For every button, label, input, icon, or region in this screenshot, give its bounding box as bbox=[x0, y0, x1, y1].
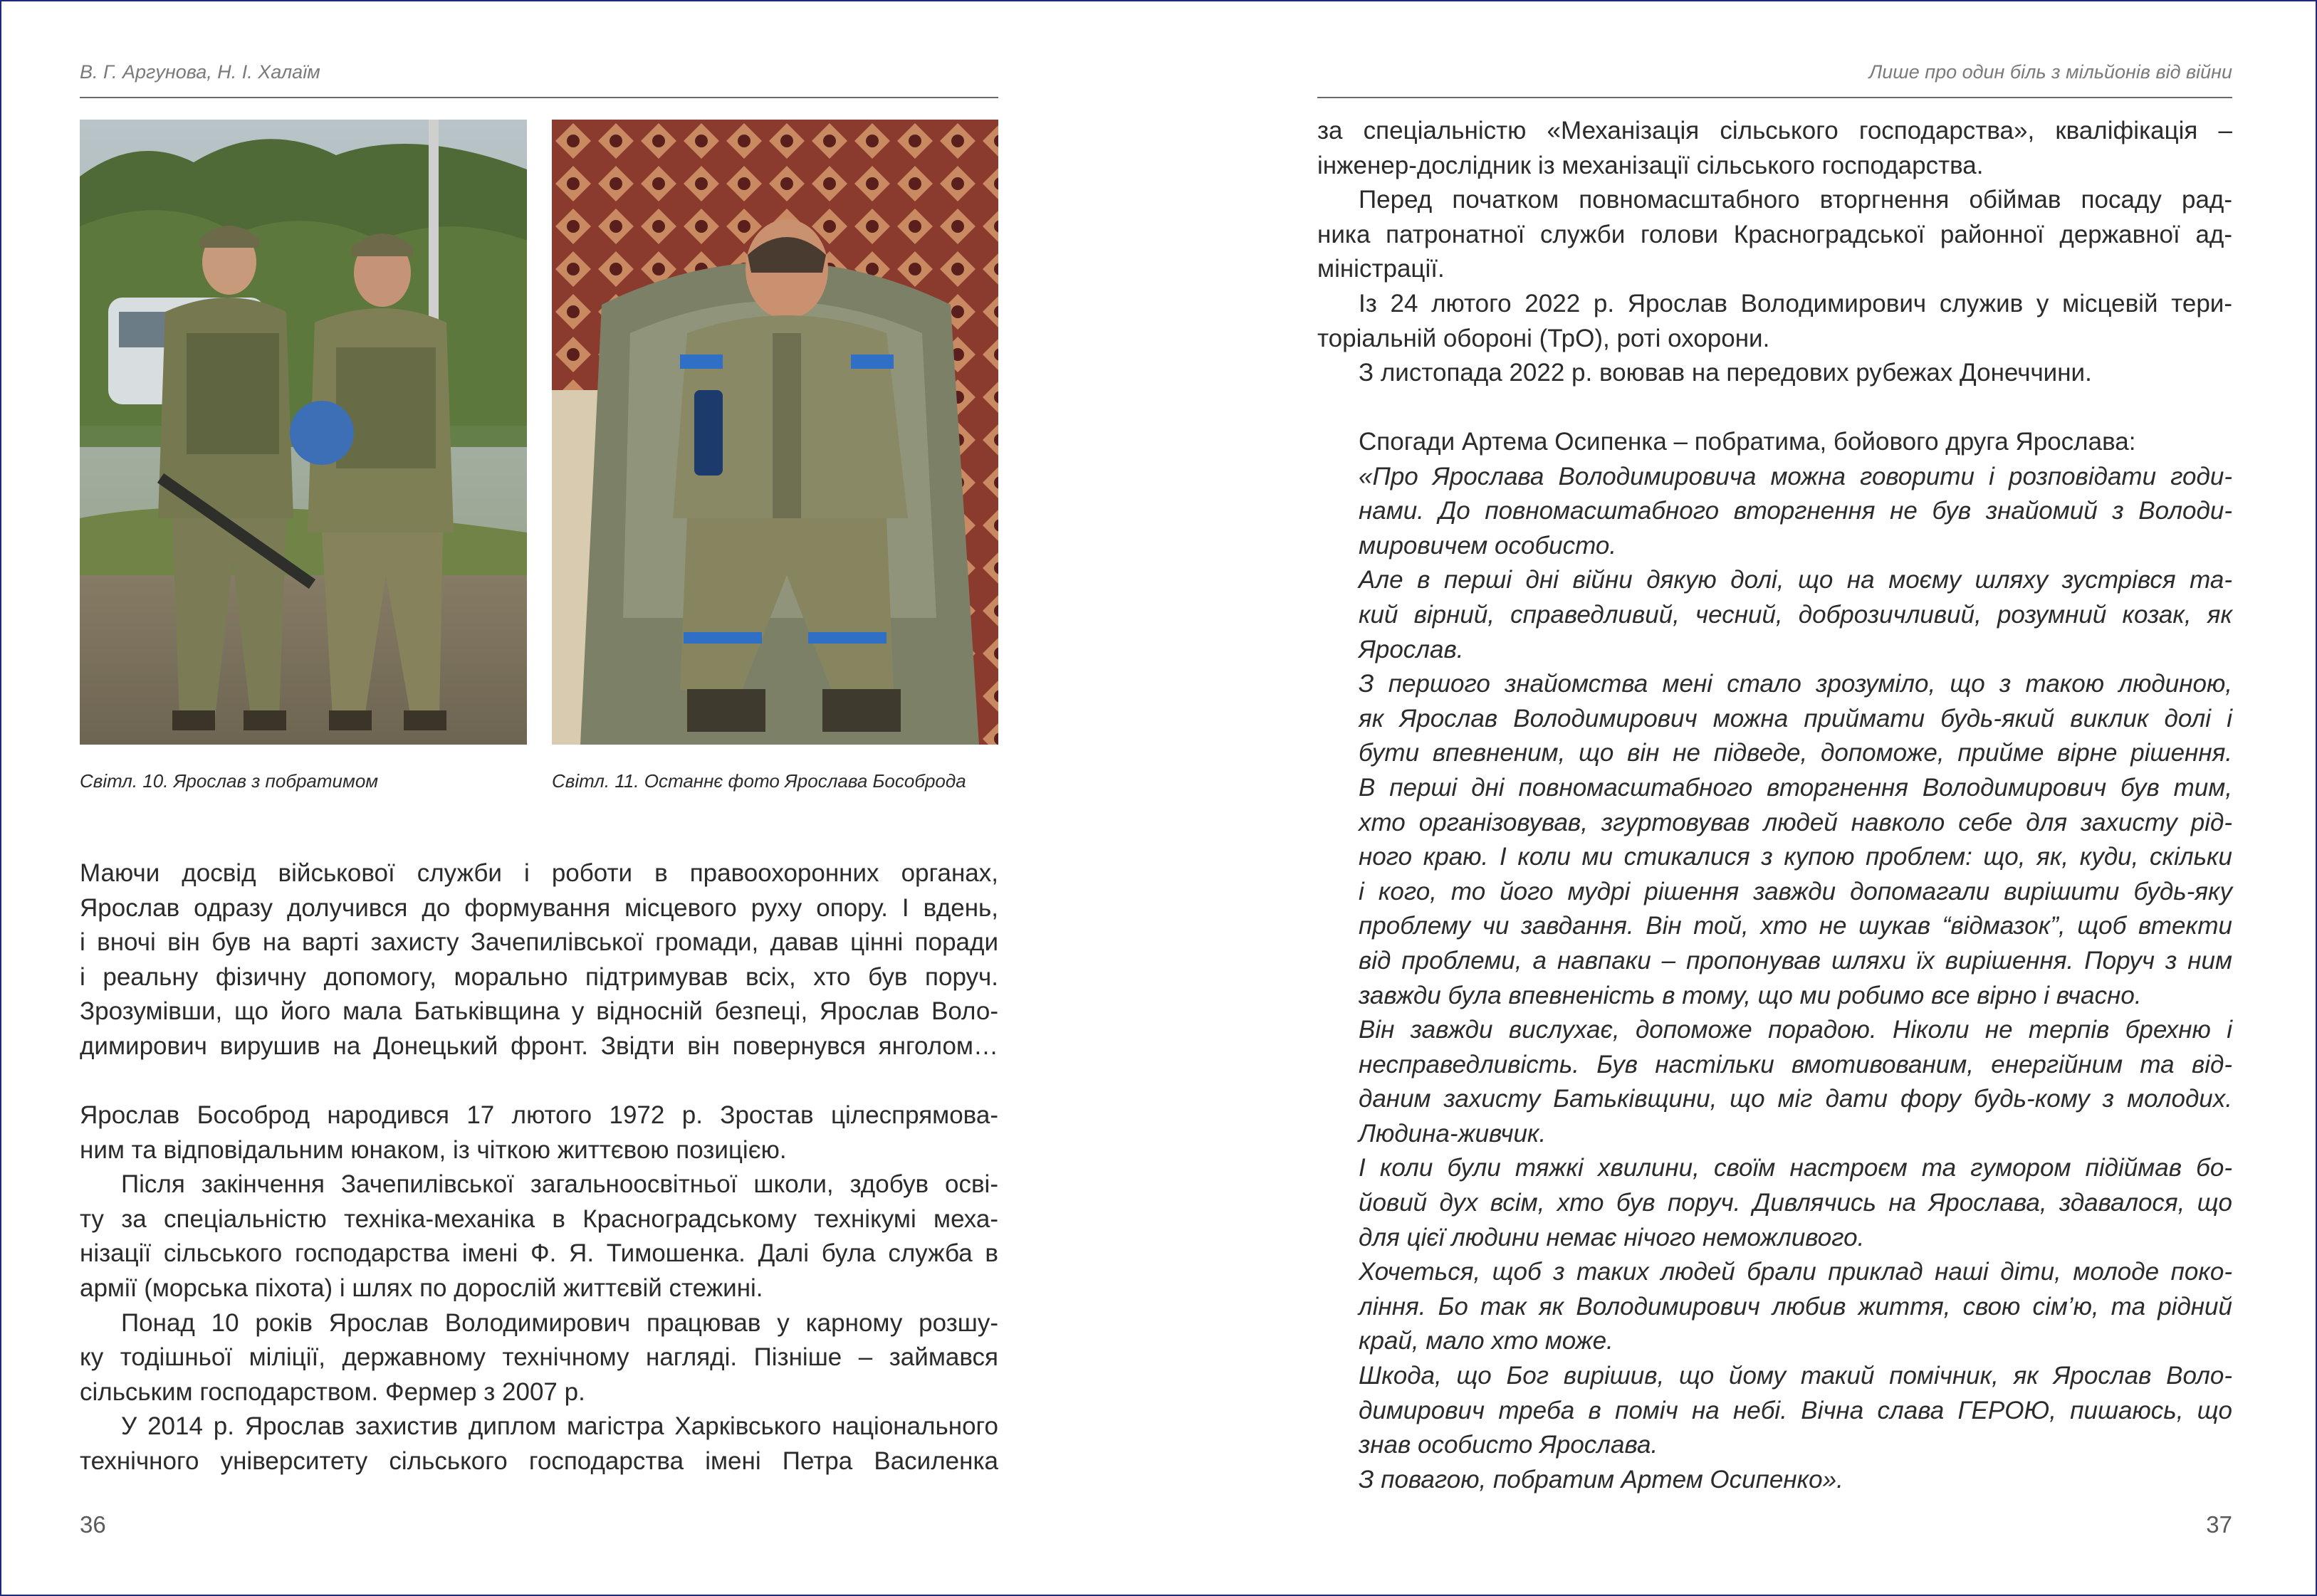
memoir-line: Хочеться, щоб з таких людей брали приклад наші діти, молоде поко- bbox=[1359, 1258, 2232, 1286]
text-line: ним та відповідальним юнаком, із чіткою життєвою позицією. bbox=[80, 1135, 787, 1164]
text-line: торіальній обороні (ТрО), роті охорони. bbox=[1317, 324, 1770, 352]
text-line: Із 24 лютого 2022 р. Ярослав Володимирович служив у місцевій тери- bbox=[1359, 289, 2232, 317]
text-line: і вночі він був на варті захисту Зачепилівської громади, давав цінні поради bbox=[80, 928, 998, 957]
running-head-right: Лише про один біль з мільйонів від війни bbox=[1868, 61, 2232, 83]
memoir-line: хто організовував, згуртовував людей навколо себе для захисту рід- bbox=[1359, 808, 2232, 836]
caption-photo-10: Світл. 10. Ярослав з побратимом bbox=[80, 770, 379, 792]
text-line: технічного університету сільського господарства імені Петра Василенка bbox=[80, 1447, 998, 1475]
text-line: ту за спеціальністю техніка-механіка в Красноградському технікумі меха- bbox=[80, 1204, 998, 1233]
header-rule-right bbox=[1317, 97, 2232, 98]
text-line: Понад 10 років Ярослав Володимирович працював у карному розшу- bbox=[121, 1308, 998, 1337]
text-line: нізації сільського господарства імені Ф. Я. Тимошенка. Далі була служба в bbox=[80, 1239, 998, 1268]
text-line: У 2014 р. Ярослав захистив диплом магістра Харківського національного bbox=[121, 1412, 998, 1441]
memoir-line: нами. До повномасштабного вторгнення не був знайомий з Володи- bbox=[1359, 497, 2232, 525]
caption-photo-11: Світл. 11. Останнє фото Ярослава Бособрода bbox=[552, 770, 966, 792]
intro-paragraph bbox=[80, 856, 998, 1064]
photo-soldiers-pair bbox=[80, 120, 527, 745]
header-rule-left bbox=[80, 97, 998, 98]
text-line: Ярослав Бособрод народився 17 лютого 1972 р. Зростав цілеспрямова- bbox=[80, 1101, 998, 1129]
biography-paragraphs bbox=[80, 1098, 998, 1479]
memoir-line: край, мало хто може. bbox=[1359, 1327, 1613, 1355]
memoir-line: В перші дні повномасштабного вторгнення Володимирович був тим, bbox=[1359, 773, 2232, 802]
text-line: Маючи досвід військової служби і роботи в правоохоронних органах, bbox=[80, 859, 998, 887]
memoir-line: кий вірний, справедливий, чесний, доброзичливий, розумний козак, як bbox=[1359, 600, 2232, 629]
text-line: сільським господарством. Фермер з 2007 р. bbox=[80, 1377, 585, 1406]
memoir-line: і кого, то його мудрі рішення завжди допомагали вирішити будь-яку bbox=[1359, 877, 2232, 905]
biography-continued bbox=[1317, 114, 2232, 391]
memoir-line: І коли були тяжкі хвилини, своїм настроєм та гумором підіймав бо- bbox=[1359, 1154, 2232, 1182]
memoir-line: від проблеми, а навпаки – пропонував шляхи їх вирішення. Поруч з ним bbox=[1359, 946, 2232, 975]
text-line: армії (морська піхота) і шлях по дорослій життєвій стежині. bbox=[80, 1274, 763, 1302]
photo-soldiers-pair-image bbox=[80, 120, 527, 745]
text-line: Ярослав одразу долучився до формування місцевого руху опору. І вдень, bbox=[80, 893, 998, 922]
text-line: Зрозумівши, що його мала Батьківщина у відносній безпеці, Ярослав Воло- bbox=[80, 997, 998, 1026]
text-line: Перед початком повномасштабного вторгнення обіймав посаду рад- bbox=[1359, 186, 2232, 214]
text-line: ника патронатної служби голови Красноградської районної державної ад- bbox=[1317, 220, 2232, 248]
right-page bbox=[1317, 0, 2232, 1596]
memoir-line: ного краю. І коли ми стикалися з купою проблем: що, як, куди, скільки bbox=[1359, 843, 2232, 871]
text-line: димирович вирушив на Донецький фронт. Звідти він повернувся янголом… bbox=[80, 1031, 998, 1060]
memoir-line: бути впевненим, що він не підведе, допоможе, прийме вірне рішення. bbox=[1359, 739, 2232, 767]
memoir-line: знав особисто Ярослава. bbox=[1359, 1431, 1658, 1459]
memoir-line: мировичем особисто. bbox=[1359, 531, 1617, 560]
memoir-line: Він завжди вислухає, допоможе порадою. Ніколи не терпів брехню і bbox=[1359, 1016, 2232, 1044]
memoir-line: димирович треба в поміч на небі. Вічна слава ГЕРОЮ, пишаюсь, що bbox=[1359, 1396, 2232, 1424]
photo-last-portrait-image bbox=[552, 120, 998, 745]
memoir-line: завжди була впевненість в тому, що ми робимо все вірно і вчасно. bbox=[1359, 981, 2142, 1009]
memoir-line: З першого знайомства мені стало зрозуміло, що з такою людиною, bbox=[1359, 670, 2232, 698]
memoir-intro: Спогади Артема Осипенка – побратима, бойового друга Ярослава: bbox=[1359, 428, 2136, 456]
memoir-line: «Про Ярослава Володимировича можна говорити і розповідати годи- bbox=[1359, 462, 2232, 490]
text-line: і реальну фізичну допомогу, морально підтримував всіх, хто був поруч. bbox=[80, 962, 998, 991]
text-line: за спеціальністю «Механізація сільського господарства», кваліфікація – bbox=[1317, 117, 2232, 145]
text-line: З листопада 2022 р. воював на передових рубежах Донеччини. bbox=[1359, 359, 2092, 387]
running-head-left: В. Г. Аргунова, Н. І. Халаїм bbox=[80, 61, 320, 83]
memoir-line: несправедливість. Був настільки вмотивованим, енергійним та від- bbox=[1359, 1050, 2232, 1078]
text-line: міністрації. bbox=[1317, 255, 1445, 283]
memoir-line: Шкода, що Бог вирішив, що йому такий помічник, як Ярослав Воло- bbox=[1359, 1362, 2232, 1390]
memoir-line: Ярослав. bbox=[1359, 635, 1464, 663]
memoir-signature: З повагою, побратим Артем Осипенко». bbox=[1359, 1465, 1843, 1493]
page-number-right: 37 bbox=[2206, 1511, 2232, 1538]
memoir-line: проблему чи завдання. Він той, хто не шукав “відмазок”, щоб втекти bbox=[1359, 912, 2232, 940]
memoir-line: для цієї людини немає нічого неможливого. bbox=[1359, 1223, 1865, 1251]
left-page bbox=[80, 0, 998, 1596]
memoir-line: як Ярослав Володимирович можна приймати будь-який виклик долі і bbox=[1359, 704, 2232, 733]
text-line: ку тодішньої міліції, державному технічному нагляді. Пізніше – займався bbox=[80, 1343, 998, 1372]
page-number-left: 36 bbox=[80, 1511, 106, 1538]
text-line: інженер-дослідник із механізації сільського господарства. bbox=[1317, 151, 1984, 179]
memoir-line: йовий дух всім, хто був поруч. Дивлячись на Ярослава, здавалося, що bbox=[1359, 1189, 2232, 1217]
memoir-line: Людина-живчик. bbox=[1359, 1119, 1547, 1148]
photo-last-portrait bbox=[552, 120, 998, 745]
memoir-line: ління. Бо так як Володимирович любив життя, свою сім’ю, та рідний bbox=[1359, 1292, 2232, 1321]
text-line: Після закінчення Зачепилівської загальноосвітньої школи, здобув освi- bbox=[121, 1170, 998, 1199]
memoir-line: Але в перші дні війни дякую долі, що на моєму шляху зустрівся та- bbox=[1359, 566, 2232, 594]
memoir-line: даним захисту Батьківщини, що міг дати фору будь-кому з молодих. bbox=[1359, 1085, 2232, 1113]
memoir-block bbox=[1317, 425, 2232, 1497]
